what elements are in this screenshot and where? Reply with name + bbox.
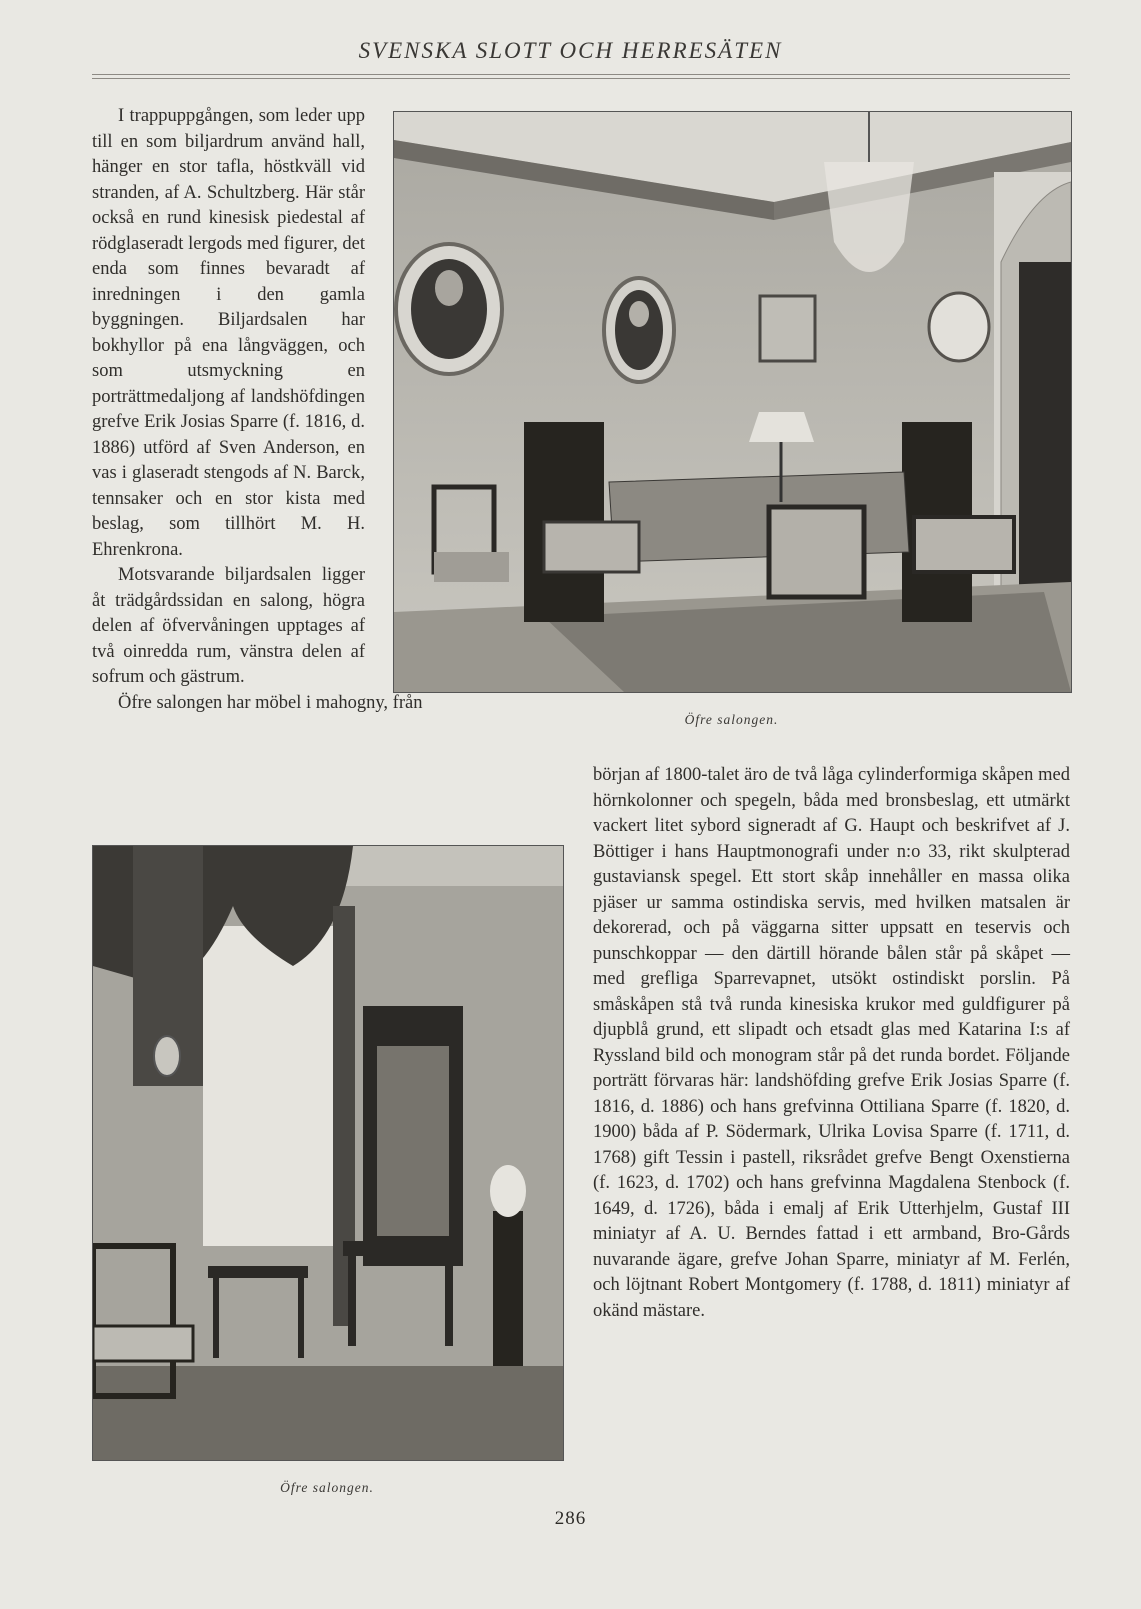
- paragraph-salon: Motsvarande biljardsalen ligger åt trädgårdssidan en salong, högra delen af öfvervåningen upptages af två oinredda rum, vänstra delen af sofrum och gästrum.: [92, 565, 365, 687]
- figure-caption-top: Öfre salongen.: [684, 712, 779, 727]
- paragraph-upper-salon-start: Öfre salongen har möbel i mahogny, från: [118, 692, 423, 713]
- paragraph-upper-salon-continued: början af 1800-talet äro de två låga cylinderformiga skåpen med hörnkolonner och spegeln, båda med bronsbeslag, ett utmärkt vackert litet sybord signeradt af G. Haupt och beskrifvet af J. Böttiger i hans Hauptmonografi under n:o 33, rikt skulpterad gustaviansk spegel. Ett stort skåp innehåller en massa olika pjäser ur samma ostindiska servis, med hvilken matsalen är dekorerad, och på väggarna sitter uppsatt en teservis och punschkoppar — den därtill hörande bålen står på skåpet — med grefliga Sparrevapnet, utsökt ostindiskt porslin. På småskåpen stå två runda kinesiska krukor med guldfigurer på djupblå grund, ett slipadt och etsadt glas med Katarina I:s af Ryssland bild och monogram står på det runda bordet. Följande porträtt förvaras här: landshöfding grefve Erik Josias Sparre (f. 1816, d. 1886) och hans grefvinna Ottiliana Sparre (f. 1820, d. 1900) båda af P. Södermark, Ulrika Lovisa Sparre (f. 1711, d. 1768) gift Tessin i pastell, riksrådet grefve Bengt Oxenstierna (f. 1623, d. 1702) och hans grefvinna Magdalena Stenbock (f. 1649, d. 1726), båda i emalj af Erik Utterhjelm, Gustaf III miniatyr af A. U. Berndes fattad i ett armband, Bro-Gårds nuvarande ägare, grefve Johan Sparre, miniatyr af M. Ferlén, och löjtnant Robert Montgomery (f. 1788, d. 1811) miniatyr af okänd mästare.: [593, 765, 1070, 1321]
- header-rule-bottom: [92, 78, 1070, 79]
- running-header: SVENSKA SLOTT OCH HERRESÄTEN: [358, 38, 783, 63]
- figure-caption-bottom: Öfre salongen.: [280, 1480, 374, 1495]
- paragraph-staircase: I trappuppgången, som leder upp till en som biljardrum använd hall, hänger en stor tafla, höstkväll vid stranden, af A. Schultzberg. Här står också en rund kinesisk piedestal af rödglaseradt lergods med figurer, det enda som finnes bevaradt af inredningen i den gamla byggningen. Biljardsalen har bokhyllor på ena långväggen, och som utsmyckning en porträttmedaljong af landshöfdingen grefve Erik Josias Sparre (f. 1816, d. 1886) utförd af Sven Anderson, en vas i glaseradt stengods af N. Barck, tennsaker och en stor kista med beslag, som tillhört M. H. Ehrenkrona.: [92, 106, 365, 560]
- header-rule-top: [92, 74, 1070, 75]
- page-number: 286: [554, 1508, 587, 1529]
- photo-upper-salon-corner: [92, 845, 564, 1461]
- photo-upper-salon-room: [393, 111, 1072, 693]
- right-text-column: [593, 763, 1070, 1324]
